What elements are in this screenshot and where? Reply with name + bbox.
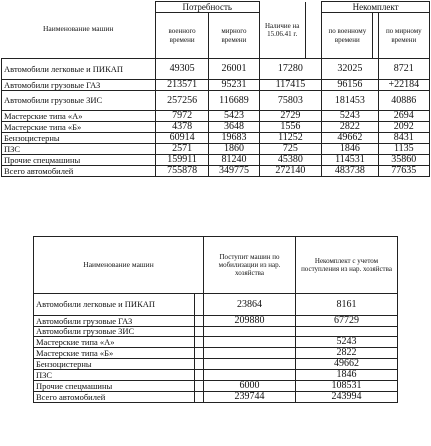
value-cell: 116689 bbox=[209, 91, 259, 111]
value-cell: 2822 bbox=[322, 122, 378, 133]
table-row bbox=[2, 111, 430, 122]
row-name-cell: Мастерские типа «А» bbox=[2, 111, 156, 122]
value-cell: 117415 bbox=[259, 80, 322, 91]
value-cell: 243994 bbox=[296, 392, 398, 403]
table-row bbox=[2, 59, 430, 80]
table-row bbox=[2, 133, 430, 144]
value-cell: 5423 bbox=[209, 111, 259, 122]
table-row bbox=[34, 370, 398, 381]
value-cell bbox=[204, 337, 296, 348]
value-cell: 7972 bbox=[155, 111, 208, 122]
spacer-cell bbox=[195, 337, 204, 348]
spacer-cell bbox=[195, 392, 204, 403]
value-cell: 23864 bbox=[204, 294, 296, 316]
value-cell bbox=[204, 327, 296, 337]
spacer-cell bbox=[195, 359, 204, 370]
value-cell: 114531 bbox=[322, 155, 378, 166]
value-cell: 239744 bbox=[204, 392, 296, 403]
value-cell: 96156 bbox=[322, 80, 378, 91]
value-cell: 49662 bbox=[322, 133, 378, 144]
value-cell: 11252 bbox=[259, 133, 322, 144]
table-row bbox=[34, 348, 398, 359]
shortage-peace-header: по мирному времени bbox=[378, 13, 429, 59]
spacer-cell bbox=[195, 348, 204, 359]
value-cell: 60914 bbox=[155, 133, 208, 144]
row-name-cell: Прочие спецмашины bbox=[2, 155, 156, 166]
mobilization-supply-table bbox=[33, 236, 398, 403]
value-cell: 81240 bbox=[209, 155, 259, 166]
table-row bbox=[2, 91, 430, 111]
value-cell bbox=[204, 370, 296, 381]
table-row bbox=[2, 155, 430, 166]
row-name-cell: Автомобили грузовые ЗИС bbox=[2, 91, 156, 111]
need-peace-header: мирного времени bbox=[209, 13, 259, 59]
table-row bbox=[34, 392, 398, 403]
row-name-cell: Автомобили легковые и ПИКАП bbox=[34, 294, 195, 316]
row-name-cell: Автомобили легковые и ПИКАП bbox=[2, 59, 156, 80]
shortage-after-header: Некомплект с учетом поступления из нар. хозяйства bbox=[296, 237, 398, 294]
row-name-cell: Автомобили грузовые ГАЗ bbox=[2, 80, 156, 91]
received-header: Поступит машин по мобилизации из нар. хозяйства bbox=[204, 237, 296, 294]
spacer-cell bbox=[195, 316, 204, 327]
value-cell: 1135 bbox=[378, 144, 429, 155]
value-cell bbox=[204, 359, 296, 370]
table-row bbox=[34, 316, 398, 327]
shortage-group-header: Некомплект bbox=[322, 2, 430, 13]
value-cell: 49662 bbox=[296, 359, 398, 370]
row-name-cell: Автомобили грузовые ЗИС bbox=[34, 327, 195, 337]
value-cell: 2822 bbox=[296, 348, 398, 359]
row-name-cell: Мастерские типа «А» bbox=[34, 337, 195, 348]
value-cell: 1846 bbox=[322, 144, 378, 155]
row-name-cell: Мастерские типа «Б» bbox=[34, 348, 195, 359]
value-cell: 349775 bbox=[209, 166, 259, 177]
value-cell: 483738 bbox=[322, 166, 378, 177]
value-cell: 2694 bbox=[378, 111, 429, 122]
value-cell: 26001 bbox=[209, 59, 259, 80]
value-cell: 77635 bbox=[378, 166, 429, 177]
value-cell: 32025 bbox=[322, 59, 378, 80]
table-row bbox=[34, 327, 398, 337]
value-cell: 3648 bbox=[209, 122, 259, 133]
row-name-cell: Всего автомобилей bbox=[2, 166, 156, 177]
row-name-cell: Всего автомобилей bbox=[34, 392, 195, 403]
row-name-cell: ПЗС bbox=[2, 144, 156, 155]
spacer-cell bbox=[195, 294, 204, 316]
shortage-war-header: по военному времени bbox=[322, 13, 373, 59]
table-row bbox=[34, 359, 398, 370]
value-cell: 49305 bbox=[155, 59, 208, 80]
value-cell: 1846 bbox=[296, 370, 398, 381]
value-cell: +22184 bbox=[378, 80, 429, 91]
table-row bbox=[2, 144, 430, 155]
value-cell: 755878 bbox=[155, 166, 208, 177]
value-cell: 8431 bbox=[378, 133, 429, 144]
value-cell: 159911 bbox=[155, 155, 208, 166]
spacer bbox=[305, 2, 321, 59]
value-cell bbox=[204, 348, 296, 359]
value-cell: 4378 bbox=[155, 122, 208, 133]
value-cell: 19683 bbox=[209, 133, 259, 144]
value-cell: 75803 bbox=[259, 91, 322, 111]
value-cell: 2571 bbox=[155, 144, 208, 155]
value-cell: 725 bbox=[259, 144, 322, 155]
value-cell: 2729 bbox=[259, 111, 322, 122]
mobilization-needs-table bbox=[1, 1, 430, 177]
table-row bbox=[2, 166, 430, 177]
value-cell: 5243 bbox=[296, 337, 398, 348]
row-name-cell: Бензоцистерны bbox=[2, 133, 156, 144]
value-cell: 213571 bbox=[155, 80, 208, 91]
value-cell: 35860 bbox=[378, 155, 429, 166]
value-cell: 1556 bbox=[259, 122, 322, 133]
need-war-header: военного времени bbox=[155, 13, 208, 59]
value-cell: 6000 bbox=[204, 381, 296, 392]
table-row bbox=[34, 337, 398, 348]
table-row bbox=[34, 381, 398, 392]
value-cell: 40886 bbox=[378, 91, 429, 111]
row-name-cell: ПЗС bbox=[34, 370, 195, 381]
row-name-cell: Автомобили грузовые ГАЗ bbox=[34, 316, 195, 327]
spacer-cell bbox=[195, 381, 204, 392]
value-cell: 45380 bbox=[259, 155, 322, 166]
value-cell: 8161 bbox=[296, 294, 398, 316]
value-cell: 67729 bbox=[296, 316, 398, 327]
spacer-cell bbox=[195, 327, 204, 337]
value-cell bbox=[296, 327, 398, 337]
need-group-header: Потребность bbox=[155, 2, 259, 13]
row-name-cell: Бензоцистерны bbox=[34, 359, 195, 370]
table-row bbox=[2, 122, 430, 133]
value-cell: 8721 bbox=[378, 59, 429, 80]
row-name-cell: Прочие спецмашины bbox=[34, 381, 195, 392]
value-cell: 272140 bbox=[259, 166, 322, 177]
table-row bbox=[2, 80, 430, 91]
value-cell: 17280 bbox=[259, 59, 322, 80]
value-cell: 181453 bbox=[322, 91, 378, 111]
table-row bbox=[34, 294, 398, 316]
value-cell: 1860 bbox=[209, 144, 259, 155]
value-cell: 95231 bbox=[209, 80, 259, 91]
name-column-header: Наименование машин bbox=[43, 24, 114, 34]
value-cell: 257256 bbox=[155, 91, 208, 111]
available-header: Наличие на 15.06.41 г. bbox=[259, 2, 305, 59]
name-column-header: Наименование машин bbox=[34, 237, 204, 294]
value-cell: 108531 bbox=[296, 381, 398, 392]
value-cell: 209880 bbox=[204, 316, 296, 327]
value-cell: 5243 bbox=[322, 111, 378, 122]
spacer-cell bbox=[195, 370, 204, 381]
value-cell: 2092 bbox=[378, 122, 429, 133]
row-name-cell: Мастерские типа «Б» bbox=[2, 122, 156, 133]
